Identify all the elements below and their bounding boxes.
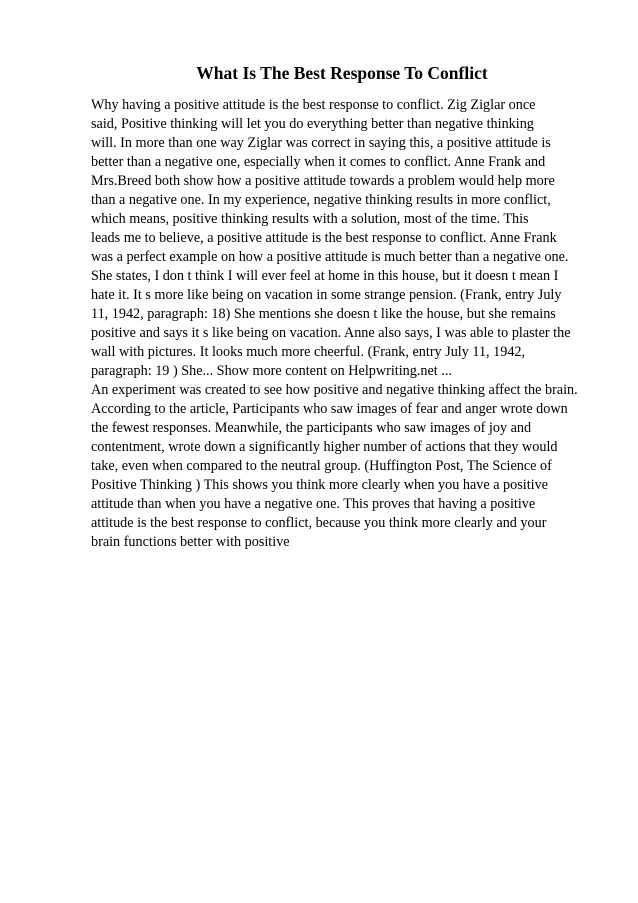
body-line: will. In more than one way Ziglar was correct in saying this, a positive attitude is	[91, 135, 551, 151]
document-body	[91, 96, 621, 552]
body-line: She states, I don t think I will ever feel at home in this house, but it doesn t mean I	[91, 268, 559, 284]
body-line: hate it. It s more like being on vacation in some strange pension. (Frank, entry July	[91, 287, 562, 303]
body-line: Mrs.Breed both show how a positive attitude towards a problem would help more	[91, 173, 555, 189]
body-line: said, Positive thinking will let you do everything better than negative thinking	[91, 116, 534, 132]
body-line: better than a negative one, especially when it comes to conflict. Anne Frank and	[91, 154, 546, 170]
body-line: than a negative one. In my experience, negative thinking results in more conflict,	[91, 192, 551, 208]
body-line: attitude than when you have a negative one. This proves that having a positive	[91, 496, 536, 512]
body-line: leads me to believe, a positive attitude is the best response to conflict. Anne Frank	[91, 230, 557, 246]
body-line: According to the article, Participants who saw images of fear and anger wrote down	[91, 401, 568, 417]
body-line: 11, 1942, paragraph: 18) She mentions she doesn t like the house, but she remains	[91, 306, 556, 322]
body-line: the fewest responses. Meanwhile, the participants who saw images of joy and	[91, 420, 532, 436]
body-line: which means, positive thinking results with a solution, most of the time. This	[91, 211, 529, 227]
body-line: attitude is the best response to conflict, because you think more clearly and your	[91, 515, 547, 531]
body-line: Why having a positive attitude is the best response to conflict. Zig Ziglar once	[91, 97, 536, 113]
body-line: Positive Thinking ) This shows you think more clearly when you have a positive	[91, 477, 548, 493]
body-line: wall with pictures. It looks much more cheerful. (Frank, entry July 11, 1942,	[91, 344, 526, 360]
body-line: was a perfect example on how a positive attitude is much better than a negative one.	[91, 249, 569, 265]
document-title: What Is The Best Response To Conflict	[196, 63, 488, 83]
body-line: brain functions better with positive	[91, 534, 290, 550]
body-line: positive and says it s like being on vacation. Anne also says, I was able to plaster the	[91, 325, 571, 341]
body-line: take, even when compared to the neutral group. (Huffington Post, The Science of	[91, 458, 552, 474]
body-line: paragraph: 19 ) She... Show more content on Helpwriting.net ...	[91, 363, 452, 379]
body-line: contentment, wrote down a significantly higher number of actions that they would	[91, 439, 558, 455]
body-line: An experiment was created to see how positive and negative thinking affect the brain.	[91, 382, 578, 398]
